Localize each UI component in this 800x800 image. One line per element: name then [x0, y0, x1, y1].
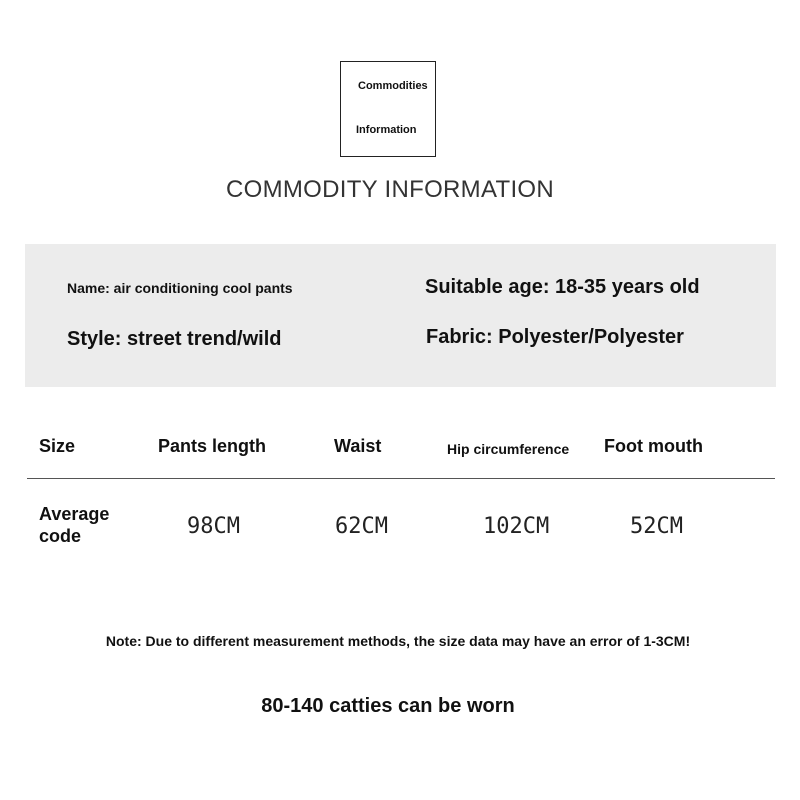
badge-line-1: Commodities — [358, 80, 428, 92]
value-waist: 62CM — [335, 514, 388, 539]
value-foot-mouth: 52CM — [630, 514, 683, 539]
badge-line-2: Information — [356, 124, 417, 136]
row-label-average-code: Average code — [39, 504, 110, 546]
header-foot-mouth: Foot mouth — [604, 436, 703, 456]
page-title: COMMODITY INFORMATION — [225, 176, 555, 203]
product-fabric: Fabric: Polyester/Polyester — [426, 326, 684, 348]
value-hip-circumference: 102CM — [483, 514, 550, 539]
measurement-note: Note: Due to different measurement methods, the size data may have an error of 1-3CM! — [105, 633, 691, 649]
weight-range-note: 80-140 catties can be worn — [261, 695, 515, 717]
value-pants-length: 98CM — [187, 514, 240, 539]
product-style: Style: street trend/wild — [67, 328, 282, 350]
product-name: Name: air conditioning cool pants — [67, 280, 293, 296]
header-waist: Waist — [334, 436, 382, 456]
commodities-information-badge — [340, 61, 436, 157]
header-hip-circumference: Hip circumference — [447, 441, 570, 457]
header-pants-length: Pants length — [158, 436, 267, 456]
product-info-panel — [25, 244, 776, 387]
table-divider — [27, 478, 775, 479]
suitable-age: Suitable age: 18-35 years old — [425, 276, 700, 298]
header-size: Size — [39, 436, 76, 456]
